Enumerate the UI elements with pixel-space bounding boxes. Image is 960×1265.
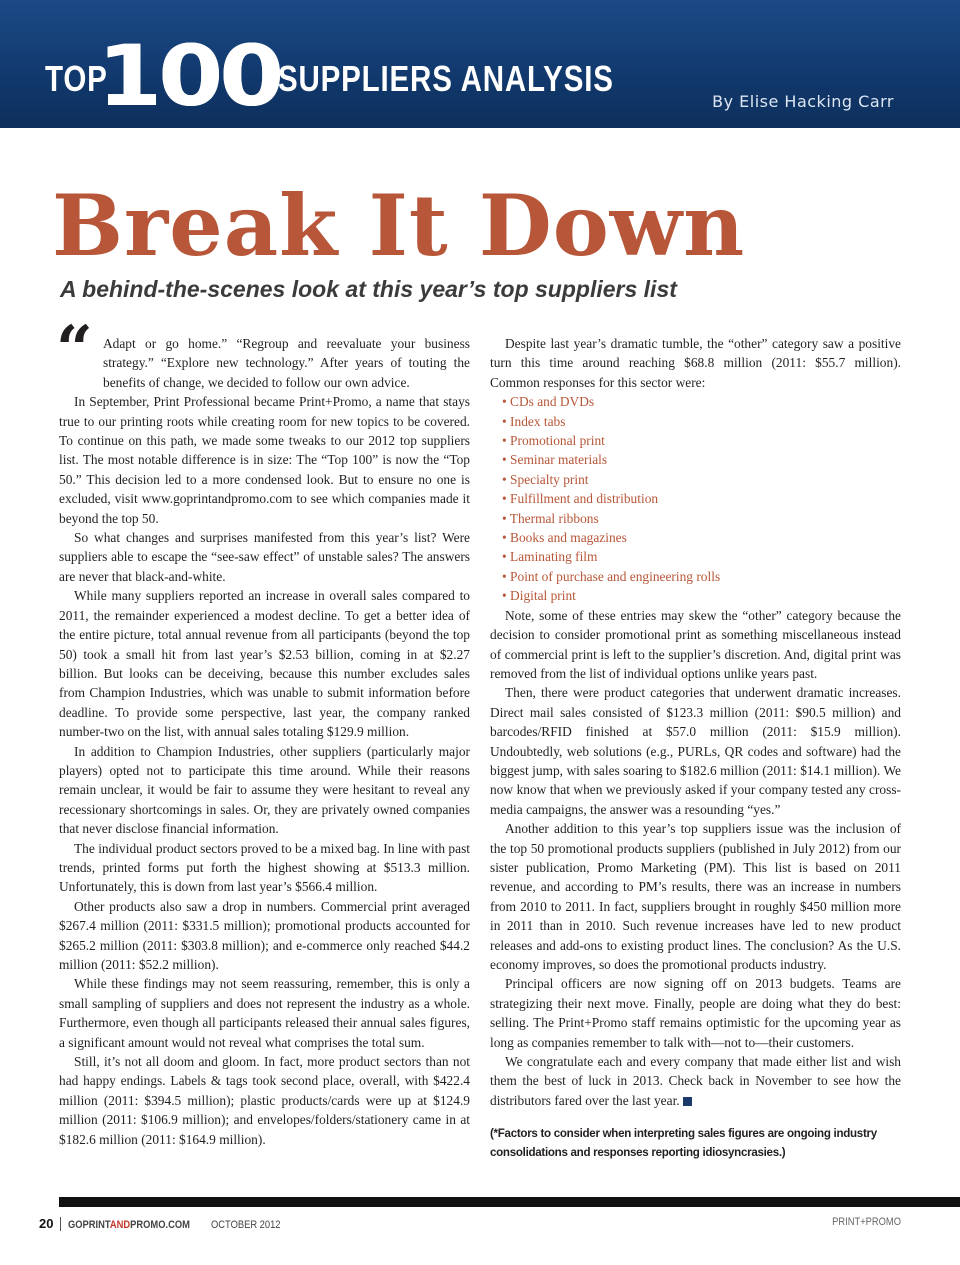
paragraph: In September, Print Professional became Print+Promo, a name that stays true to our printing roots while creating room for new topics to be covered. To continue on this path, we made some tweaks to our 2012 top suppliers list. The most notable difference is in size: The “Top 100” is now the “Top 50.” This decision led to a more condensed look. But to ensure no one is excluded, visit www.goprintandpromo.com to see which companies made it beyond the top 50. [59, 394, 470, 526]
subhead: A behind-the-scenes look at this year’s top suppliers list [60, 276, 677, 302]
footer-website [68, 1219, 190, 1231]
paragraph: Still, it’s not all doom and gloom. In fact, more product sectors than not had happy endings. Labels & tags took second place, overall, with $422.4 million (2011: $394.5 million); plastic products/cards were up at $124.9 million (2011: $106.9 million); and envelopes/folders/stationery came in at $182.6 million (2011: $164.9 million). [59, 1054, 470, 1147]
list-item: • Fulfillment and distribution [502, 489, 901, 508]
paragraph: Despite last year’s dramatic tumble, the “other” category saw a positive turn this time around reaching $68.8 million (2011: $55.7 million). Common responses for this sector were: [490, 336, 901, 390]
paragraph: So what changes and surprises manifested from this year’s list? Were suppliers able to escape the “see-saw effect” of unstable sales? The answers are never that black-and-white. [59, 530, 470, 584]
paragraph: Other products also saw a drop in numbers. Commercial print averaged $267.4 million (2011: $331.5 million); promotional products accounted for $265.2 million (2011: $303.8 million); and e-commerce only reached $44.2 million (2011: $52.2 million). [59, 898, 470, 972]
page-footer [39, 1216, 901, 1232]
right-column [490, 334, 901, 1162]
quote-mark: “ [56, 312, 93, 387]
paragraph: The individual product sectors proved to be a mixed bag. In line with past trends, printed forms put forth the highest showing at $513.3 million. Unfortunately, this is down from last year’s $566.4 million. [59, 840, 470, 895]
list-item: • Specialty print [502, 470, 901, 489]
paragraph: Note, some of these entries may skew the “other” category because the decision to consider promotional print as something miscellaneous instead of commercial print is left to the supplier’s discretion. And, digital print was removed from the list of individual options unlike years past. [490, 607, 901, 681]
paragraph: Adapt or go home.” “Regroup and reevaluate your business strategy.” “Explore new technology.” After years of touting the benefits of change, we decided to follow our own advice. [103, 336, 470, 390]
paragraph: While many suppliers reported an increase in overall sales compared to 2011, the remainder experienced a modest decline. To get a better idea of the entire picture, total annual revenue from all participants (beyond the top 50) took a small hit from last year’s $2.53 billion, coming in at $2.27 billion. But looks can be deceiving, because this number excludes sales from Champion Industries, which was unable to submit information before deadline. To provide some perspective, last year, the company ranked number-two on the list, with annual sales totaling $129.9 million. [59, 588, 470, 740]
list-item: • Books and magazines [502, 528, 901, 547]
closing-text: We congratulate each and every company that made either list and wish them the best of luck in 2013. Check back in November to see how the distributors fared over the last year. [490, 1054, 901, 1108]
left-column [59, 334, 470, 1149]
paragraph: Principal officers are now signing off on 2013 budgets. Teams are strategizing their next move. Finally, people are doing what they do best: selling. The Print+Promo staff remains optimistic for the upcoming year as long as companies remember to talk with—not to—their customers. [490, 976, 901, 1050]
paragraph: In addition to Champion Industries, other suppliers (particularly major players) opted not to participate this time around. While their reasons remain unclear, it would be fair to assume they were hesitant to reveal any recessionary shortcomings in sales. Or, they are privately owned companies that never disclose financial information. [59, 743, 470, 837]
footer-brand: PRINT+PROMO [832, 1216, 901, 1228]
page-number: 20 [39, 1216, 54, 1231]
list-item: • Seminar materials [502, 450, 901, 469]
list-item: • CDs and DVDs [502, 392, 901, 411]
end-mark-icon: + [683, 1097, 692, 1106]
banner-number: 100 [97, 27, 280, 125]
footer-rule [59, 1197, 960, 1207]
paragraph: Then, there were product categories that underwent dramatic increases. Direct mail sales consisted of $123.3 million (2011: $90.5 million) and barcodes/RFID finished at $57.0 million (2011: $15.9 million). Undoubtedly, web solutions (e.g., PURLs, QR codes and software) had the biggest jump, with sales soaring to $182.6 million (2011: $14.1 million). We now know that when we previously asked if your company tested any cross-media campaigns, the answer was a resounding “yes.” [490, 685, 901, 817]
list-item: • Digital print [502, 586, 901, 605]
banner-section-title: SUPPLIERS ANALYSIS [278, 58, 614, 99]
site-part: GOPRINT [68, 1219, 111, 1231]
list-item: • Laminating film [502, 547, 901, 566]
site-part: PROMO.COM [130, 1219, 191, 1231]
list-item: • Thermal ribbons [502, 509, 901, 528]
list-item: • Promotional print [502, 431, 901, 450]
issue-date: OCTOBER 2012 [210, 1219, 281, 1231]
list-item: • Index tabs [502, 412, 901, 431]
paragraph: While these findings may not seem reassuring, remember, this is only a small sampling of suppliers and does not represent the industry as a whole. Furthermore, even though all participants released their annual sales figures, a significant amount would not reveal what comprises the total sum. [59, 976, 470, 1050]
paragraph: Another addition to this year’s top suppliers issue was the inclusion of the top 50 promotional products suppliers (published in July 2012) from our sister publication, Promo Marketing (PM). This list is based on 2011 revenue, and according to PM’s results, there was an increase in numbers from 2010 to 2011. In fact, suppliers brought in roughly $450 million more in 2011 than in 2010. Such revenue increases have led to new product releases and add-ons to existing product lines. The conclusion? As the U.S. economy improves, so does the promotional products industry. [490, 821, 901, 972]
banner-top-word: TOP [45, 58, 108, 99]
footnote: (*Factors to consider when interpreting sales figures are ongoing industry consolidations and responses reporting idiosyncrasies.) [490, 1127, 877, 1160]
byline: By Elise Hacking Carr [712, 92, 894, 111]
footer-divider [60, 1217, 61, 1231]
headline: Break It Down [52, 176, 746, 275]
header-banner [0, 0, 960, 128]
site-part-accent: AND [110, 1219, 131, 1231]
closing-paragraph [490, 1052, 901, 1110]
bullet-list [490, 392, 901, 605]
list-item: • Point of purchase and engineering rolls [502, 567, 901, 586]
